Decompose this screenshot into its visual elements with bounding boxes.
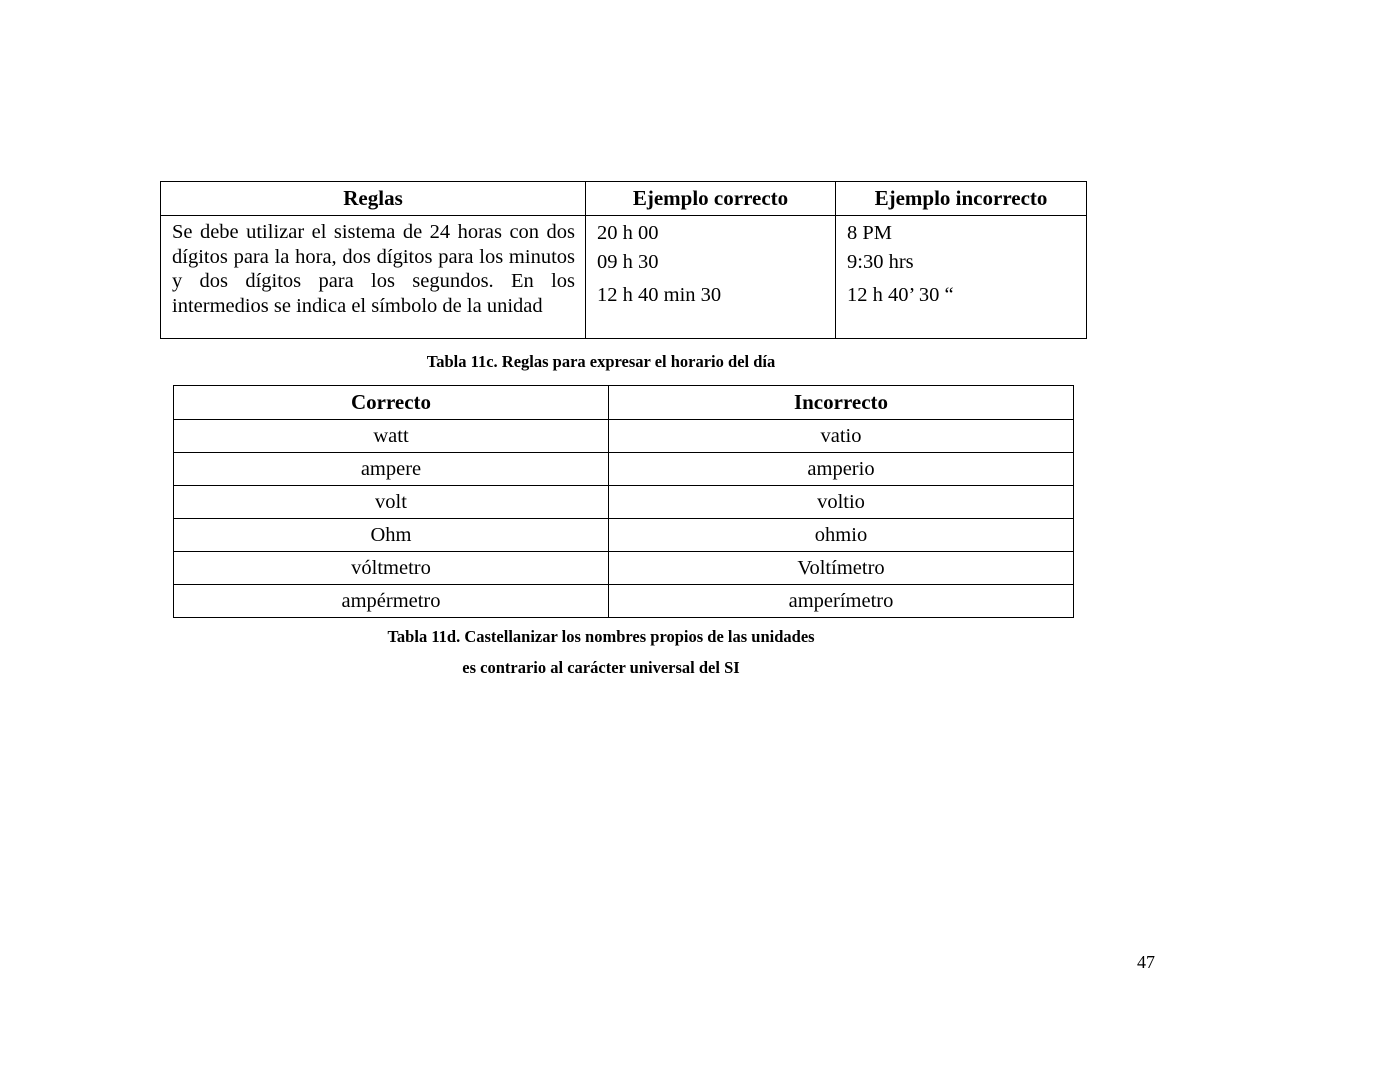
- correct-examples-cell: [586, 216, 836, 339]
- correct-example: 09 h 30: [597, 251, 659, 273]
- unit-names-table: [173, 385, 1074, 618]
- page-number: 47: [1137, 952, 1155, 972]
- table-header-row: [174, 386, 1074, 420]
- correct-example: 20 h 00: [597, 222, 659, 244]
- incorrect-examples-cell: [836, 216, 1087, 339]
- time-rules-table: [160, 181, 1087, 339]
- correct-cell: ampere: [174, 453, 609, 486]
- header-correct: Correcto: [174, 386, 609, 420]
- correct-cell: watt: [174, 420, 609, 453]
- incorrect-cell: voltio: [609, 486, 1074, 519]
- incorrect-cell: amperímetro: [609, 585, 1074, 618]
- table-caption: Tabla 11d. Castellanizar los nombres propios de las unidades: [387, 627, 815, 646]
- header-correct-example: Ejemplo correcto: [586, 182, 836, 216]
- rule-cell: [161, 216, 586, 339]
- header-rules: Reglas: [161, 182, 586, 216]
- table-row: [174, 420, 1074, 453]
- table-row: [174, 585, 1074, 618]
- header-incorrect-example: Ejemplo incorrecto: [836, 182, 1087, 216]
- table-caption-continued: es contrario al carácter universal del SI: [462, 658, 740, 677]
- incorrect-cell: amperio: [609, 453, 1074, 486]
- header-incorrect: Incorrecto: [609, 386, 1074, 420]
- table-row: [174, 552, 1074, 585]
- table-header-row: [161, 182, 1087, 216]
- correct-cell: Ohm: [174, 519, 609, 552]
- table-row: [161, 216, 1087, 339]
- incorrect-cell: Voltímetro: [609, 552, 1074, 585]
- table-row: [174, 519, 1074, 552]
- table-row: [174, 486, 1074, 519]
- correct-cell: ampérmetro: [174, 585, 609, 618]
- incorrect-cell: vatio: [609, 420, 1074, 453]
- incorrect-example: 12 h 40’ 30 “: [847, 284, 954, 306]
- incorrect-example: 9:30 hrs: [847, 251, 914, 273]
- table-caption: Tabla 11c. Reglas para expresar el horario del día: [426, 352, 776, 371]
- correct-example: 12 h 40 min 30: [597, 284, 722, 306]
- correct-cell: volt: [174, 486, 609, 519]
- correct-cell: vóltmetro: [174, 552, 609, 585]
- incorrect-example: 8 PM: [847, 222, 893, 244]
- incorrect-cell: ohmio: [609, 519, 1074, 552]
- rule-text: Se debe utilizar el sistema de 24 horas con dos dígitos para la hora, dos dígitos para los minutos y dos dígitos para los segundos. En los intermedios se indica el símbolo de la unidad: [172, 221, 575, 317]
- table-row: [174, 453, 1074, 486]
